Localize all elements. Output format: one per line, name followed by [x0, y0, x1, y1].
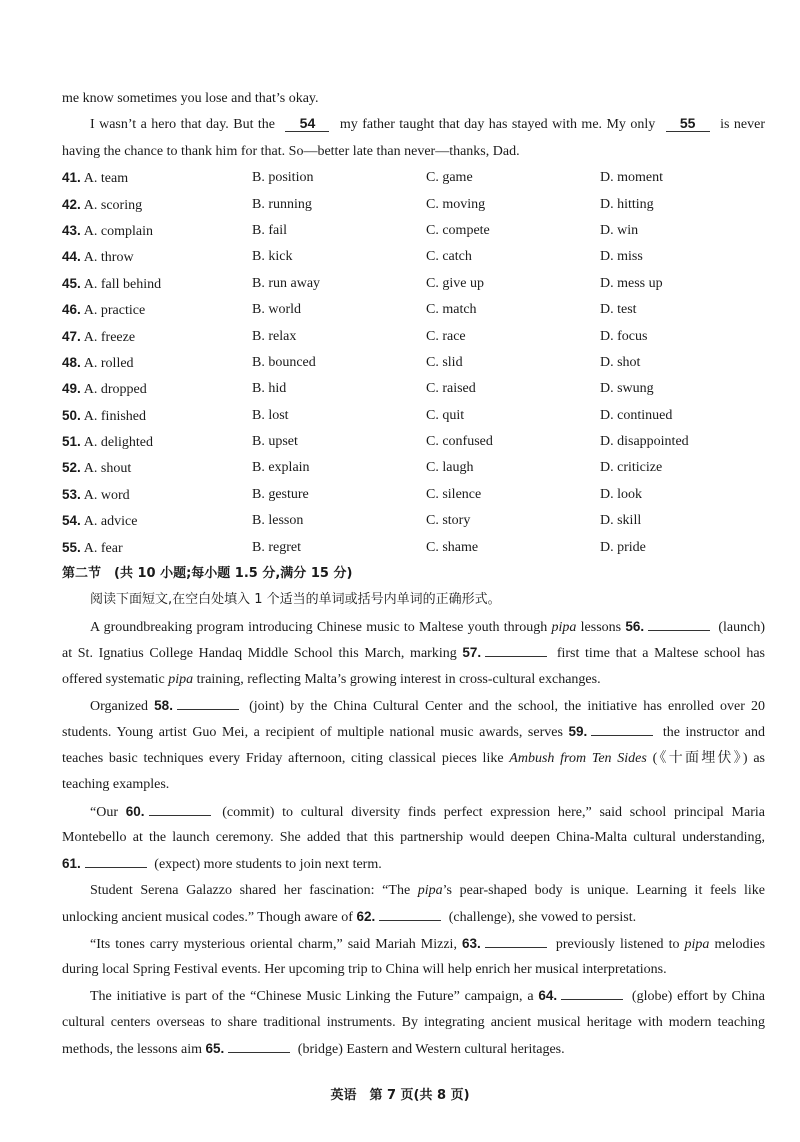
question-number: 56. — [625, 618, 645, 634]
option-d[interactable] — [600, 482, 642, 508]
answer-blank[interactable] — [85, 853, 147, 868]
text-segment: (commit) to cultural diversity finds perfect expression here,” said school principal Maria — [214, 804, 765, 820]
option-b[interactable] — [252, 244, 292, 270]
text-segment: Organized — [90, 698, 155, 714]
option-text: B. fail — [252, 222, 287, 238]
text-segment: teaches basic techniques every Friday afternoon, citing classical pieces like — [62, 750, 510, 766]
option-b[interactable] — [252, 324, 296, 350]
option-a[interactable] — [62, 455, 131, 482]
question-number: 49. — [62, 381, 81, 397]
option-c[interactable] — [426, 403, 464, 429]
text-segment: at St. Ignatius College Handaq Middle School this March, marking — [62, 646, 463, 662]
option-text: B. bounced — [252, 354, 316, 370]
option-b[interactable] — [252, 535, 301, 561]
question-options-row — [62, 508, 765, 534]
text-segment: first time that a Maltese school has — [551, 646, 765, 662]
text-segment: (expect) more students to join next term. — [150, 857, 382, 873]
option-text: C. compete — [426, 222, 490, 238]
option-b[interactable] — [252, 271, 320, 297]
section-heading: 第二节 (共 10 小题;每小题 1.5 分,满分 15 分) — [62, 566, 353, 582]
question-number: 59. — [568, 724, 588, 740]
option-c[interactable] — [426, 350, 463, 376]
option-text: D. win — [600, 222, 639, 238]
text-segment: having the chance to thank him for that. So—better late than never—thanks, Dad. — [62, 143, 520, 159]
text-segment: (challenge), she vowed to persist. — [445, 910, 637, 926]
question-number: 41. — [62, 170, 81, 186]
option-text: B. gesture — [252, 486, 309, 502]
question-number: 61. — [62, 856, 81, 872]
option-d[interactable] — [600, 429, 689, 455]
option-text: C. race — [426, 328, 466, 344]
option-d[interactable] — [600, 244, 643, 270]
option-text: A. complain — [83, 223, 153, 239]
text-line — [62, 851, 765, 877]
option-text: A. fear — [83, 540, 123, 556]
question-options-row — [62, 350, 765, 376]
numbered-blank: 54 — [285, 115, 329, 132]
option-text: A. team — [83, 171, 129, 187]
question-number: 47. — [62, 328, 81, 344]
paragraph — [62, 931, 765, 984]
option-d[interactable] — [600, 508, 641, 534]
option-d[interactable] — [600, 165, 663, 191]
option-text: D. miss — [600, 249, 643, 265]
option-text: D. pride — [600, 539, 646, 555]
text-line — [62, 1010, 765, 1036]
option-d[interactable] — [600, 297, 637, 323]
page-footer: 英语 第 7 页(共 8 页) — [330, 1088, 470, 1103]
option-text: A. practice — [83, 303, 146, 319]
question-number: 55. — [62, 539, 81, 555]
answer-blank[interactable] — [379, 906, 441, 921]
question-options-row — [62, 297, 765, 323]
option-a[interactable] — [62, 244, 134, 271]
option-a[interactable] — [62, 535, 123, 562]
option-text: A. word — [83, 487, 130, 503]
question-options-row — [62, 455, 765, 481]
question-number: 48. — [62, 354, 81, 370]
exam-page-content — [62, 86, 765, 1062]
option-text: A. dropped — [83, 382, 147, 398]
text-line — [62, 772, 765, 798]
option-text: D. shot — [600, 354, 641, 370]
cloze-passage — [62, 614, 765, 1063]
question-number: 44. — [62, 249, 81, 265]
option-text: A. freeze — [83, 329, 136, 345]
option-b[interactable] — [252, 376, 286, 402]
question-options-row — [62, 165, 765, 191]
text-segment: A groundbreaking program introducing Chinese music to Maltese youth through — [90, 619, 552, 635]
option-c[interactable] — [426, 297, 477, 323]
text-segment: during local Spring Festival events. Her upcoming trip to China will help enrich her musical interpretations. — [62, 961, 667, 977]
option-text: C. quit — [426, 407, 465, 423]
option-text: A. scoring — [83, 197, 143, 213]
answer-blank[interactable] — [228, 1038, 290, 1053]
option-text: B. upset — [252, 434, 298, 450]
option-text: A. fall behind — [83, 276, 162, 292]
question-number: 60. — [125, 803, 145, 819]
question-options-row — [62, 271, 765, 297]
option-a[interactable] — [62, 297, 145, 324]
option-text: A. rolled — [83, 355, 134, 371]
option-text: C. slid — [426, 354, 463, 370]
passage-continuation — [62, 86, 765, 165]
option-d[interactable] — [600, 350, 640, 376]
text-segment: (bridge) Eastern and Western cultural heritages. — [294, 1042, 565, 1058]
option-text: D. swung — [600, 381, 654, 397]
question-number: 51. — [62, 434, 81, 450]
option-text: C. raised — [426, 381, 476, 397]
answer-options — [62, 165, 765, 561]
text-segment: teaching examples. — [62, 777, 170, 793]
question-options-row — [62, 218, 765, 244]
text-segment: ’s pear-shaped body is unique. Learning it feels like — [442, 882, 765, 898]
italic-text: pipa — [684, 936, 710, 952]
text-line — [62, 86, 765, 112]
answer-blank[interactable] — [591, 721, 653, 736]
option-c[interactable] — [426, 324, 466, 350]
option-b[interactable] — [252, 297, 301, 323]
option-text: C. confused — [426, 434, 493, 450]
option-d[interactable] — [600, 192, 654, 218]
text-segment: the instructor and — [657, 725, 765, 741]
text-line — [62, 1036, 765, 1062]
option-text: B. position — [252, 170, 314, 186]
text-line — [62, 640, 765, 666]
text-segment: students. Young artist Guo Mei, a recipient of multiple national music awards, serves — [62, 725, 569, 741]
italic-text: pipa — [168, 671, 194, 687]
option-a[interactable] — [62, 165, 128, 192]
text-segment: offered systematic — [62, 671, 169, 687]
question-number: 65. — [205, 1041, 225, 1057]
option-text: B. world — [252, 302, 301, 318]
paragraph — [62, 614, 765, 693]
question-number: 58. — [154, 697, 173, 713]
text-segment: (joint) by the China Cultural Center and the school, the initiative has enrolled over 20 — [242, 698, 765, 714]
paragraph — [62, 693, 765, 799]
text-segment: (globe) effort by China — [627, 989, 765, 1005]
text-segment: Montebello at the launch ceremony. She added that this partnership would deepen China-Malta cultural understanding, — [62, 829, 765, 845]
option-a[interactable] — [62, 508, 137, 535]
option-c[interactable] — [426, 165, 473, 191]
paragraph — [62, 799, 765, 878]
answer-blank[interactable] — [561, 985, 623, 1000]
option-text: C. game — [426, 170, 473, 186]
text-segment: (《十面埋伏》) as — [646, 750, 765, 766]
option-b[interactable] — [252, 350, 316, 376]
text-segment: is never — [715, 117, 765, 133]
text-line — [62, 904, 765, 930]
option-b[interactable] — [252, 455, 310, 481]
question-options-row — [62, 482, 765, 508]
option-c[interactable] — [426, 244, 472, 270]
option-text: B. lesson — [252, 513, 304, 529]
option-text: C. moving — [426, 196, 486, 212]
question-options-row — [62, 535, 765, 561]
option-a[interactable] — [62, 403, 146, 430]
question-options-row — [62, 244, 765, 270]
option-text: D. continued — [600, 407, 673, 423]
option-text: D. test — [600, 302, 637, 318]
question-options-row — [62, 376, 765, 402]
option-text: D. criticize — [600, 460, 663, 476]
option-b[interactable] — [252, 192, 312, 218]
option-c[interactable] — [426, 271, 484, 297]
option-text: D. disappointed — [600, 434, 689, 450]
question-options-row — [62, 429, 765, 455]
question-number: 42. — [62, 196, 81, 212]
text-line — [62, 878, 765, 904]
text-line — [62, 983, 765, 1009]
option-text: C. story — [426, 513, 471, 529]
text-segment: previously listened to — [550, 936, 685, 952]
option-text: D. moment — [600, 170, 663, 186]
option-d[interactable] — [600, 324, 647, 350]
option-text: C. match — [426, 302, 477, 318]
text-line — [62, 693, 765, 719]
section-instruction: 阅读下面短文,在空白处填入 1 个适当的单词或括号内单词的正确形式。 — [90, 592, 501, 608]
option-d[interactable] — [600, 271, 663, 297]
option-a[interactable] — [62, 324, 135, 351]
option-text: B. running — [252, 196, 312, 212]
text-line — [62, 614, 765, 640]
option-text: B. kick — [252, 249, 293, 265]
text-line — [62, 799, 765, 825]
option-a[interactable] — [62, 350, 134, 377]
option-text: C. shame — [426, 539, 479, 555]
option-c[interactable] — [426, 429, 493, 455]
option-text: B. relax — [252, 328, 297, 344]
text-segment: “Our — [90, 804, 126, 820]
question-options-row — [62, 324, 765, 350]
option-c[interactable] — [426, 455, 473, 481]
text-segment: cultural centers overseas to share traditional instruments. By integrating ancient musical heritage with modern teaching — [62, 1014, 765, 1030]
text-segment: The initiative is part of the “Chinese Music Linking the Future” campaign, a — [90, 989, 539, 1005]
answer-blank[interactable] — [485, 642, 547, 657]
question-number: 50. — [62, 407, 81, 423]
option-text: D. skill — [600, 513, 642, 529]
question-number: 46. — [62, 302, 81, 318]
option-text: B. run away — [252, 275, 321, 291]
option-c[interactable] — [426, 218, 490, 244]
text-line — [62, 112, 765, 138]
text-line — [62, 719, 765, 745]
italic-text: Ambush from Ten Sides — [509, 750, 647, 766]
option-text: D. mess up — [600, 275, 663, 291]
option-text: B. hid — [252, 381, 287, 397]
question-number: 52. — [62, 460, 81, 476]
option-c[interactable] — [426, 535, 478, 561]
option-d[interactable] — [600, 403, 672, 429]
text-line — [62, 746, 765, 772]
option-d[interactable] — [600, 376, 654, 402]
answer-blank[interactable] — [177, 695, 239, 710]
text-segment: unlocking ancient musical codes.” Though aware of — [62, 910, 357, 926]
text-segment: my father taught that day has stayed with me. My only — [335, 117, 660, 133]
text-segment: lessons — [576, 619, 626, 635]
paragraph — [62, 86, 765, 112]
question-number: 54. — [62, 513, 81, 529]
option-a[interactable] — [62, 192, 142, 219]
text-line — [62, 825, 765, 851]
text-segment: “Its tones carry mysterious oriental charm,” said Mariah Mizzi, — [90, 936, 462, 952]
italic-text: pipa — [417, 882, 443, 898]
option-text: D. focus — [600, 328, 648, 344]
option-b[interactable] — [252, 403, 289, 429]
text-segment: Student Serena Galazzo shared her fascination: “The — [90, 882, 418, 898]
text-segment: training, reflecting Malta’s growing interest in cross-cultural exchanges. — [193, 671, 601, 687]
option-c[interactable] — [426, 376, 476, 402]
question-options-row — [62, 192, 765, 218]
option-text: A. delighted — [83, 435, 153, 451]
option-text: B. regret — [252, 539, 301, 555]
question-number: 45. — [62, 275, 81, 291]
question-number: 64. — [538, 988, 558, 1004]
numbered-blank: 55 — [666, 115, 710, 132]
answer-blank[interactable] — [648, 616, 710, 631]
paragraph — [62, 983, 765, 1062]
option-text: A. advice — [83, 514, 138, 530]
option-text: A. finished — [83, 408, 146, 424]
italic-text: pipa — [551, 619, 577, 635]
text-segment: I wasn’t a hero that day. But the — [90, 117, 280, 133]
option-d[interactable] — [600, 535, 646, 561]
option-text: A. throw — [83, 250, 134, 266]
question-options-row — [62, 403, 765, 429]
option-b[interactable] — [252, 165, 313, 191]
option-a[interactable] — [62, 429, 153, 456]
text-segment: me know sometimes you lose and that’s okay. — [62, 91, 319, 106]
answer-blank[interactable] — [485, 933, 547, 948]
question-number: 43. — [62, 222, 81, 238]
question-number: 53. — [62, 486, 81, 502]
option-text: C. silence — [426, 486, 482, 502]
option-b[interactable] — [252, 218, 287, 244]
text-line — [62, 931, 765, 957]
option-text: C. give up — [426, 275, 484, 291]
option-a[interactable] — [62, 376, 147, 403]
option-c[interactable] — [426, 508, 470, 534]
option-b[interactable] — [252, 429, 298, 455]
option-text: A. shout — [83, 461, 132, 477]
option-text: C. catch — [426, 249, 472, 265]
paragraph — [62, 878, 765, 931]
text-line — [62, 667, 765, 693]
question-number: 57. — [462, 645, 482, 661]
paragraph — [62, 112, 765, 165]
text-segment: melodies — [709, 936, 766, 952]
option-b[interactable] — [252, 508, 303, 534]
option-text: C. laugh — [426, 460, 474, 476]
question-number: 62. — [356, 909, 376, 925]
text-line — [62, 139, 765, 165]
text-segment: (launch) — [714, 619, 765, 635]
option-c[interactable] — [426, 482, 481, 508]
question-number: 63. — [462, 935, 481, 951]
answer-blank[interactable] — [149, 801, 211, 816]
option-text: D. hitting — [600, 196, 654, 212]
option-a[interactable] — [62, 271, 161, 298]
option-d[interactable] — [600, 218, 638, 244]
option-d[interactable] — [600, 455, 662, 481]
option-text: D. look — [600, 486, 642, 502]
option-a[interactable] — [62, 482, 130, 509]
option-c[interactable] — [426, 192, 485, 218]
option-text: B. lost — [252, 407, 289, 423]
option-a[interactable] — [62, 218, 153, 245]
text-segment: methods, the lessons aim — [62, 1042, 206, 1058]
option-text: B. explain — [252, 460, 310, 476]
option-b[interactable] — [252, 482, 309, 508]
text-line — [62, 957, 765, 983]
